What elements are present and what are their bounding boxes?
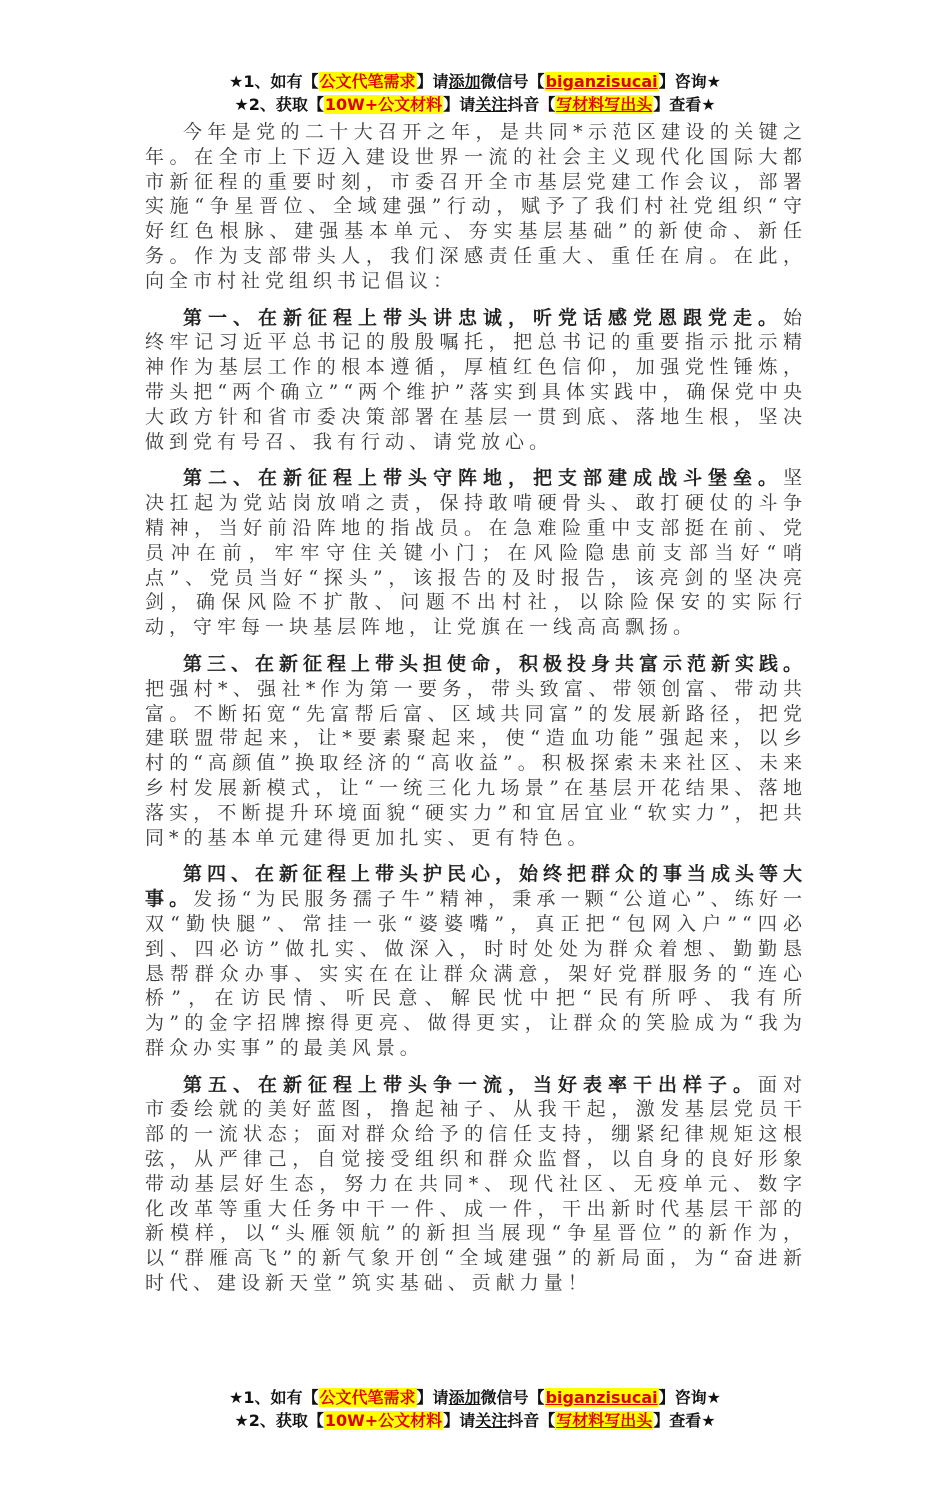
- paragraph-heading: 第四、在新征程上带头护民心，始终把群众的事当成头等大事。: [145, 863, 808, 911]
- promo-text: 】查看★: [653, 1410, 716, 1430]
- promo-text: ★1、如有【: [229, 1387, 319, 1407]
- underlined-add: 添加: [448, 1387, 481, 1407]
- promo-line-2: [0, 93, 950, 116]
- promo-line-1: [0, 70, 950, 93]
- highlight-service: 公文代笔需求: [319, 1387, 416, 1407]
- promo-text: ★2、获取【: [234, 95, 324, 114]
- intro-paragraph: [145, 120, 807, 294]
- promo-text: 】咨询★: [658, 72, 721, 91]
- douyin-account: 写材料写出头: [556, 1410, 653, 1430]
- paragraph-heading: 第五、在新征程上带头争一流，当好表率干出样子。: [183, 1073, 758, 1096]
- paragraph-heading: 第一、在新征程上带头讲忠诚，听党话感党恩跟党走。: [183, 306, 783, 329]
- promo-line-1: [0, 1386, 950, 1409]
- underlined-add: 添加: [448, 72, 481, 91]
- highlight-materials: 10W+公文材料: [324, 95, 443, 114]
- document-body: [145, 120, 807, 1296]
- promo-text: 】查看★: [653, 95, 716, 114]
- promo-text: 微信号【: [480, 72, 545, 91]
- underlined-follow: 关注: [475, 1410, 508, 1430]
- wechat-id: biganzisucai: [545, 1387, 658, 1407]
- promo-line-2: [0, 1409, 950, 1432]
- douyin-account: 写材料写出头: [556, 95, 653, 114]
- underlined-follow: 关注: [475, 95, 508, 114]
- promo-text: ★2、获取【: [234, 1410, 324, 1430]
- paragraph-text: 把强村*、强社*作为第一要务，带头致富、带领创富、带动共富。不断拓宽“先富帮后富、区域共同富”的发展新路径，把党建联盟带起来，让*要素聚起来，使“造血功能”强起来，以乡村的“高颜值”换取经济的“高收益”。积极探索未来社区、未来乡村发展新模式，让“一统三化九场景”在基层开花结果、落地落实，不断提升环境面貌“硬实力”和宜居宜业“软实力”，把共同*的基本单元建得更加扎实、更有特色。: [145, 677, 807, 849]
- promo-text: 】请: [416, 1387, 449, 1407]
- paragraph-fifth: [145, 1073, 807, 1296]
- promo-text: 】咨询★: [658, 1387, 721, 1407]
- paragraph-text: 始终牢记习近平总书记的殷殷嘱托，把总书记的重要指示批示精神作为基层工作的根本遵循，厚植红色信仰，加强党性锤炼，带头把“两个确立”“两个维护”落实到具体实践中，确保党中央大政方针和省市委决策部署在基层一贯到底、落地生根，坚决做到党有号召、我有行动、请党放心。: [145, 306, 807, 453]
- paragraph-text: 面对市委绘就的美好蓝图，撸起袖子、从我干起，激发基层党员干部的一流状态；面对群众给予的信任支持，绷紧纪律规矩这根弦，从严律己，自觉接受组织和群众监督，以自身的良好形象带动基层好生态，努力在共同*、现代社区、无疫单元、数字化改革等重大任务中干一件、成一件，干出新时代基层干部的新模样，以“头雁领航”的新担当展现“争星晋位”的新作为，以“群雁高飞”的新气象开创“全域建强”的新局面，为“奋进新时代、建设新天堂”筑实基础、贡献力量！: [145, 1073, 807, 1295]
- paragraph-text: 发扬“为民服务孺子牛”精神，秉承一颗“公道心”、练好一双“勤快腿”、常挂一张“婆婆嘴”，真正把“包网入户”“四必到、四必访”做扎实、做深入，时时处处为群众着想、勤勤恳恳帮群众办事、实实在在让群众满意，架好党群服务的“连心桥”，在访民情、听民意、解民忧中把“民有所呼、我有所为”的金字招牌擦得更亮、做得更实，让群众的笑脸成为“我为群众办实事”的最美风景。: [145, 888, 807, 1059]
- paragraph-fourth: [145, 862, 807, 1060]
- promo-text: 】请: [416, 72, 449, 91]
- promo-text: 抖音【: [507, 95, 556, 114]
- paragraph-third: [145, 652, 807, 850]
- paragraph-second: [145, 466, 807, 640]
- paragraph-heading: 第二、在新征程上带头守阵地，把支部建成战斗堡垒。: [183, 467, 783, 490]
- promo-banner-bottom: [0, 1386, 950, 1432]
- promo-text: 抖音【: [507, 1410, 556, 1430]
- promo-banner-top: [0, 70, 950, 116]
- promo-text: ★1、如有【: [229, 72, 319, 91]
- paragraph-heading: 第三、在新征程上带头担使命，积极投身共富示范新实践。: [183, 652, 808, 675]
- promo-text: 】请: [443, 1410, 476, 1430]
- paragraph-text: 坚决扛起为党站岗放哨之责，保持敢啃硬骨头、敢打硬仗的斗争精神，当好前沿阵地的指战员。在急难险重中支部挺在前、党员冲在前，牢牢守住关键小门；在风险隐患前支部当好“哨点”、党员当好“探头”，该报告的及时报告，该亮剑的坚决亮剑，确保风险不扩散、问题不出村社，以除险保安的实际行动，守牢每一块基层阵地，让党旗在一线高高飘扬。: [145, 467, 807, 639]
- highlight-materials: 10W+公文材料: [324, 1410, 443, 1430]
- promo-text: 】请: [443, 95, 476, 114]
- highlight-service: 公文代笔需求: [319, 72, 416, 91]
- wechat-id: biganzisucai: [545, 72, 658, 91]
- paragraph-first: [145, 306, 807, 455]
- promo-text: 微信号【: [480, 1387, 545, 1407]
- paragraph-text: 今年是党的二十大召开之年，是共同*示范区建设的关键之年。在全市上下迈入建设世界一流的社会主义现代化国际大都市新征程的重要时刻，市委召开全市基层党建工作会议，部署实施“争星晋位、全域建强”行动，赋予了我们村社党组织“守好红色根脉、建强基本单元、夯实基层基础”的新使命、新任务。作为支部带头人，我们深感责任重大、重任在肩。在此，向全市村社党组织书记倡议：: [145, 121, 807, 292]
